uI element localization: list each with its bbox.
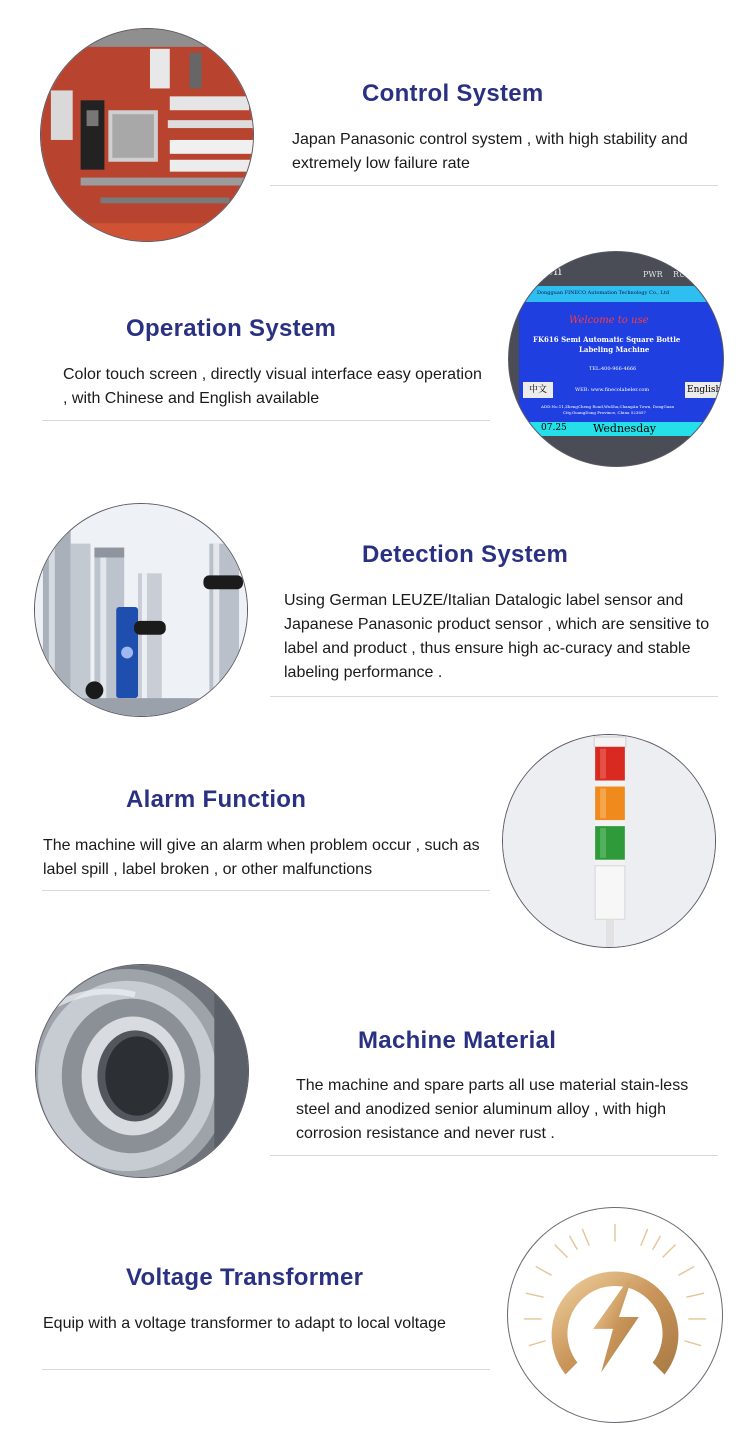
section-description: Japan Panasonic control system , with high stability and extremely low failure rate	[292, 131, 688, 172]
section-description: The machine and spare parts all use material stain-less steel and anodized senior aluminum alloy , with high corrosion resistance and never rust .	[296, 1077, 689, 1142]
section-title: Machine Material	[358, 1027, 557, 1054]
section-title: Operation System	[126, 315, 337, 342]
screen-web: WEB: www.finecolabeler.com	[575, 387, 650, 393]
screen-model-line1: FK616 Semi Automatic Square Bottle	[533, 335, 681, 344]
section-title: Control System	[362, 80, 544, 107]
label-sensor-image	[34, 503, 248, 717]
screen-display	[519, 286, 724, 436]
lightning-bolt-icon	[507, 1207, 723, 1423]
screen-weekday: Wednesday	[593, 422, 657, 435]
section-title: Detection System	[362, 541, 569, 568]
pwr-indicator: PWR	[643, 270, 663, 279]
touch-screen-image	[508, 251, 724, 467]
steel-coil-image	[35, 964, 249, 1178]
screen-tel: TEL:400-966-4666	[589, 366, 637, 372]
section-description: Equip with a voltage transformer to adapt to local voltage	[43, 1315, 446, 1332]
section-divider	[270, 696, 718, 697]
signal-tower-image	[502, 734, 716, 948]
section-divider	[270, 1155, 718, 1156]
section-divider	[42, 420, 490, 421]
screen-welcome: Welcome to use	[569, 315, 649, 326]
section-title: Voltage Transformer	[126, 1264, 364, 1291]
run-indicator: RUN	[673, 270, 693, 279]
screen-brand: son	[539, 264, 562, 279]
english-button[interactable]: English	[685, 382, 724, 398]
section-divider	[42, 890, 490, 891]
screen-address-line1: ADD:No.11,ZhengCheng Road,WuSha,ChangAn Town, DongGuan	[541, 404, 675, 409]
screen-model-line2: Labeling Machine	[579, 345, 650, 354]
screen-address-line2: City,GuangDong Province, China 523857	[563, 410, 646, 415]
section-divider	[42, 1369, 490, 1370]
chinese-button[interactable]: 中文	[523, 382, 553, 398]
section-title: Alarm Function	[126, 786, 307, 813]
section-description: Using German LEUZE/Italian Datalogic label sensor and Japanese Panasonic product sensor , which are sensitive to label and product , thus ensure high ac-curacy and stable labeling performance .	[284, 592, 710, 681]
section-description: Color touch screen , directly visual interface easy operation , with Chinese and English available	[63, 366, 482, 407]
screen-company: Dongguan FINECO Automation Technology Co., Ltd	[537, 290, 670, 296]
screen-date: 07.25	[541, 423, 567, 433]
section-description: The machine will give an alarm when problem occur , such as label spill , label broken , or other malfunctions	[43, 837, 480, 878]
